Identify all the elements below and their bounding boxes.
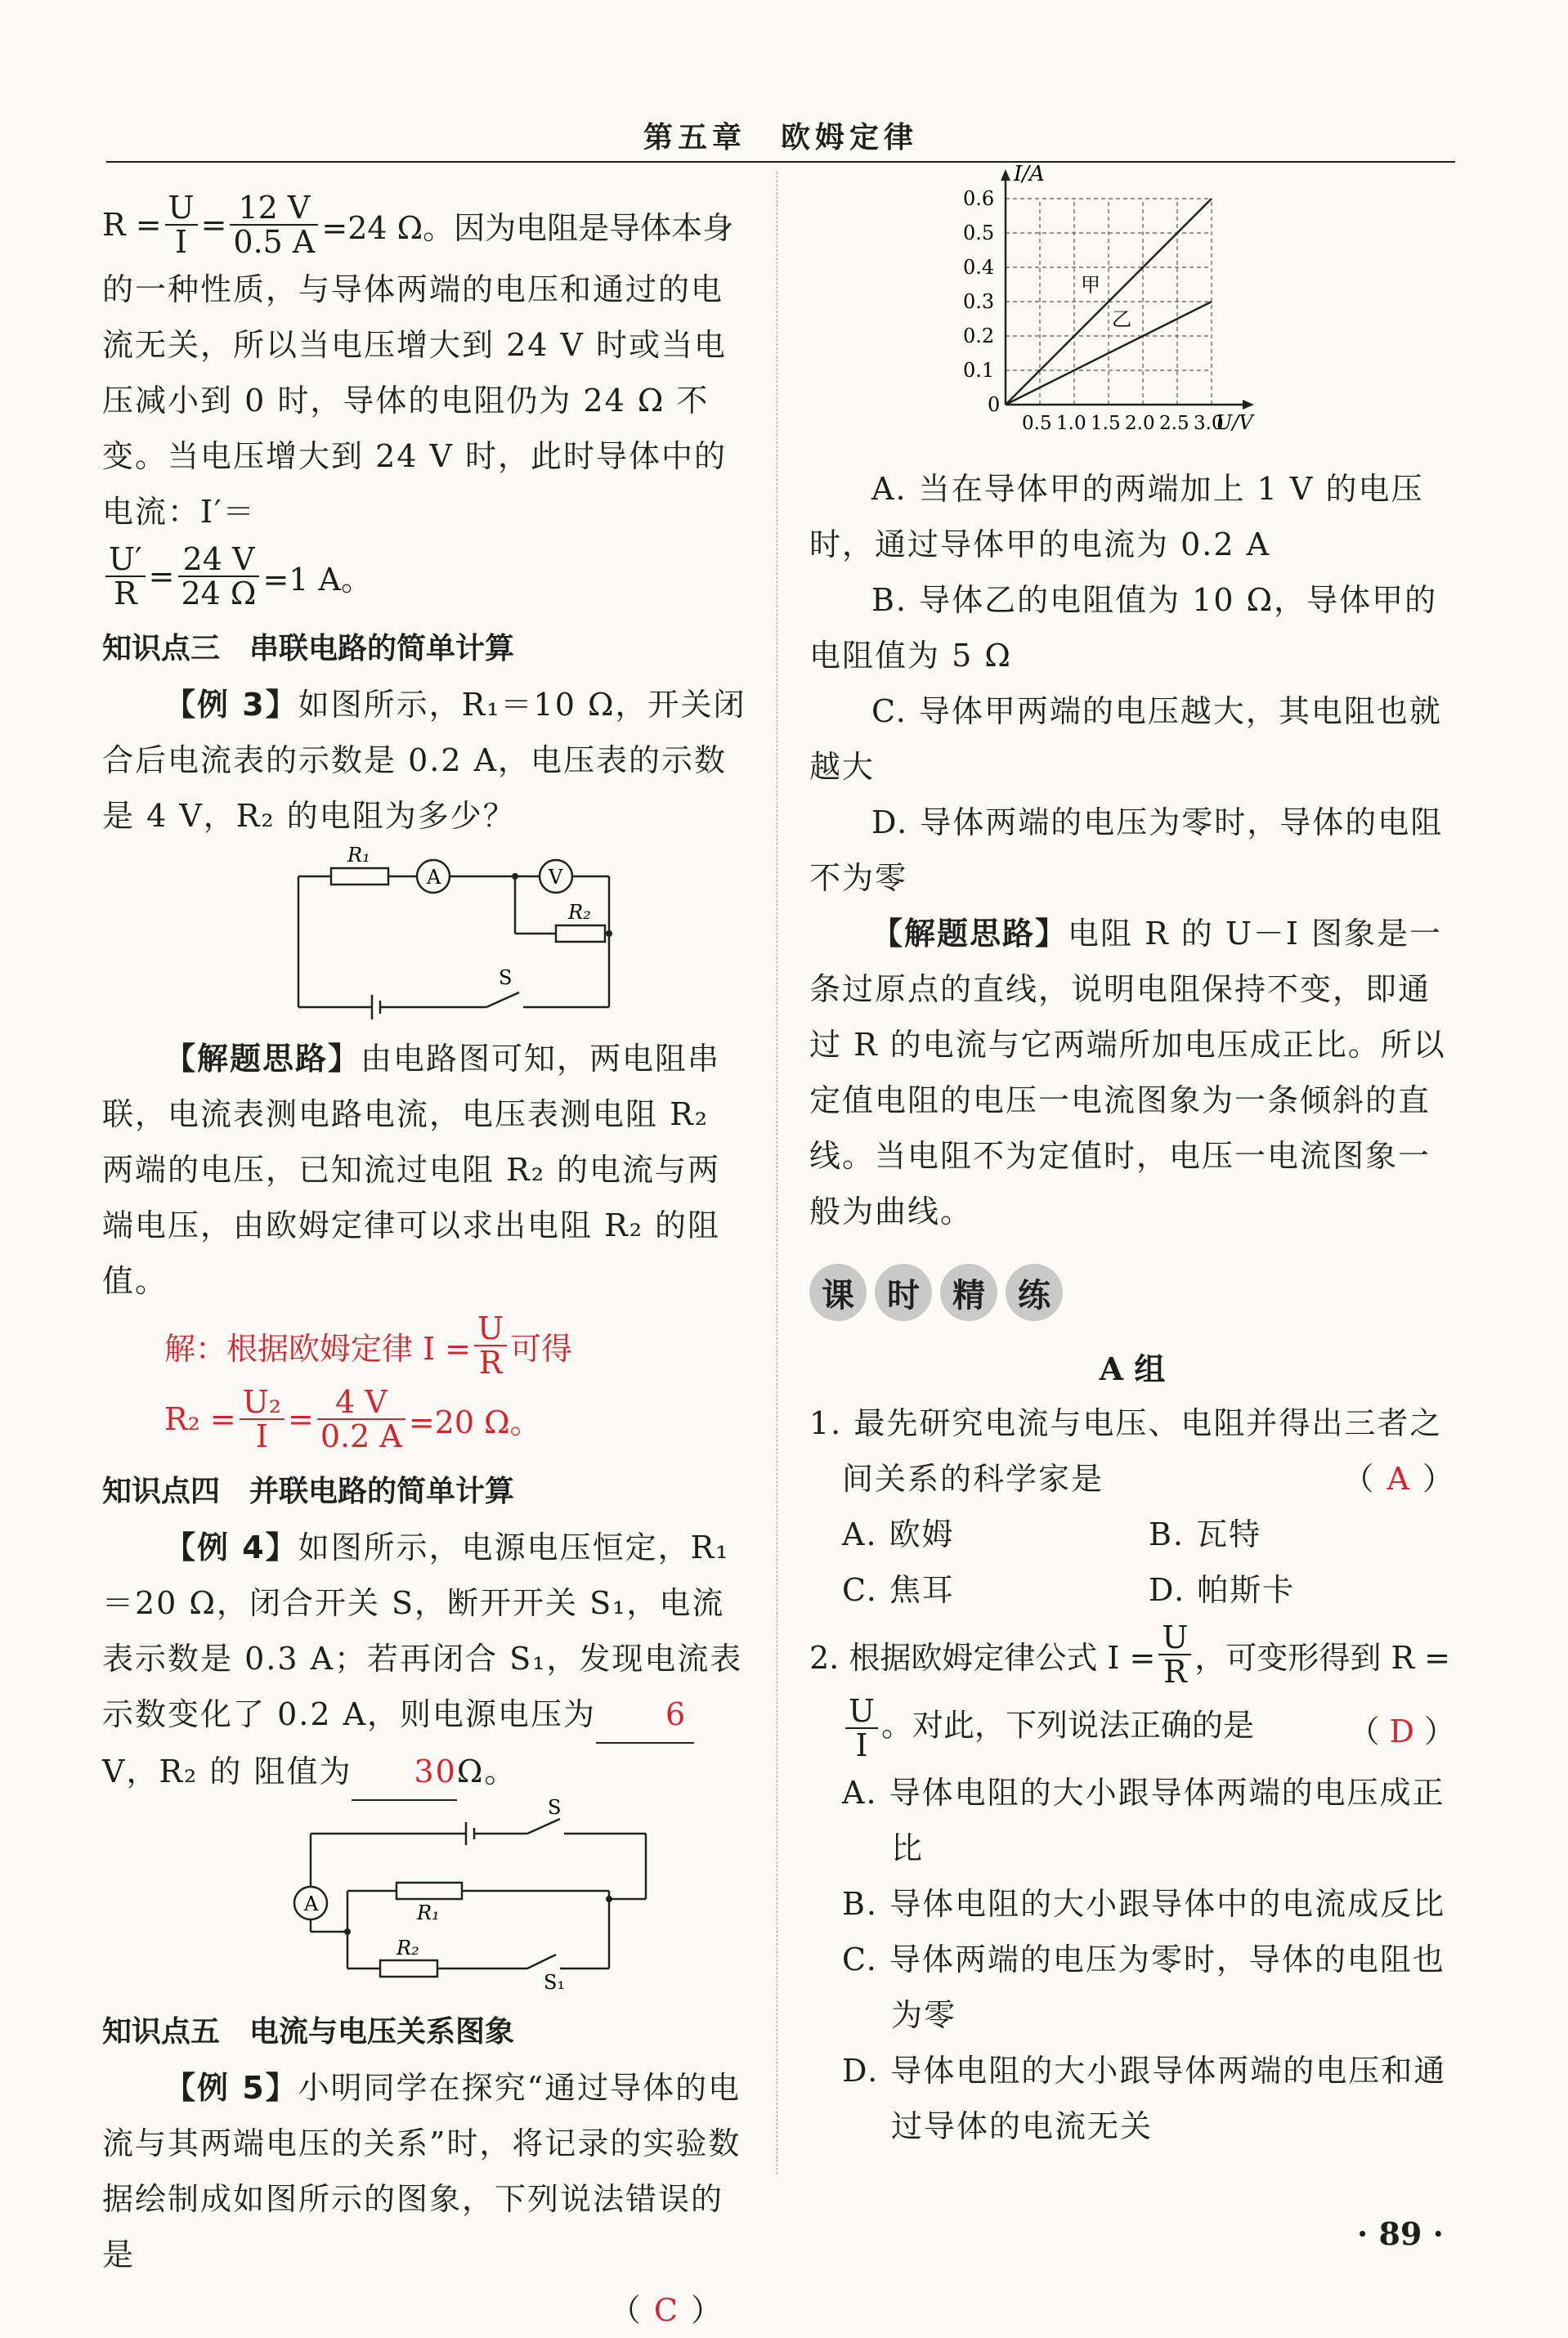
label-switch-s1: S₁ (544, 1971, 566, 1994)
question-1-options (809, 1507, 1455, 1618)
example-5: 【例 5】小明同学在探究“通过导体的电流与其两端电压的关系”时，将记录的实验数据绘制成如图所示的图象，下列说法错误的是 (102, 2070, 741, 2273)
q1-option: C. 焦耳 (842, 1572, 955, 1608)
label-r2: R₂ (568, 901, 591, 924)
right-column (809, 162, 1455, 2154)
question-1-answer: A (1387, 1461, 1411, 1497)
series-label-jia: 甲 (1081, 273, 1100, 297)
practice-banner (809, 1264, 1063, 1321)
series-circuit-diagram (102, 844, 748, 1023)
y-axis-arrow (1001, 169, 1010, 181)
switch-s (486, 992, 519, 1007)
label-switch: S (499, 966, 513, 989)
option-d: D. 导体两端的电压为零时，导体的电阻不为零 (809, 804, 1444, 896)
banner-char: 课 (809, 1264, 867, 1321)
switch-s1 (527, 1955, 556, 1968)
example-4: 【例 4】如图所示，电源电压恒定，R₁＝20 Ω，闭合开关 S，断开开关 S₁，电流表示数是 0.3 A；若再闭合 S₁，发现电流表示数变化了 0.2 A，则电源电压为 6V，R₂ 的 阻值为 30Ω。 (102, 1520, 748, 1801)
example-3: 【例 3】如图所示，R₁＝10 Ω，开关闭合后电流表的示数是 0.2 A，电压表的示数是 4 V，R₂ 的电阻为多少？ (102, 687, 746, 834)
y-tick-label: 0.4 (963, 256, 995, 279)
fraction: $\frac{U'}{R}$ (105, 543, 146, 610)
y-axis-label: I/A (1014, 162, 1045, 186)
group-label: A 组 (1099, 1350, 1166, 1387)
label-r2: R₂ (396, 1937, 419, 1960)
question-2-answer: D (1389, 1713, 1414, 1749)
label-ammeter: A (304, 1892, 319, 1915)
question-2-line-2: $\frac{U}{I}$ 。对此，下列说法正确的是 （ D ） (809, 1691, 1455, 1765)
q2-option: B. 导体电阻的大小跟导体中的电流成反比 (842, 1886, 1446, 1922)
switch-s (527, 1819, 560, 1834)
solution-line-2: R₂ = $\frac{\text{U₂}}{I}$ = $\frac{4 V}{0.2 A}$ =20 Ω。 (164, 1384, 541, 1454)
solution-approach-5: 【解题思路】电阻 R 的 U－I 图象是一条过原点的直线，说明电阻保持不变，即通过 R 的电流与它两端所加电压成正比。所以定值电阻的电压一电流图象为一条倾斜的直线。当电阻不为定值时，电压一电流图象一般为曲线。 (809, 916, 1446, 1229)
paragraph: 的一种性质，与导体两端的电压和通过的电流无关，所以当电压增大到 24 V 时或当电压减小到 0 时，导体的电阻仍为 24 Ω 不变。当电压增大到 24 V 时，此时导体中的电流：I′＝ (102, 271, 728, 530)
x-axis-arrow (1243, 400, 1254, 410)
origin-label: 0 (988, 393, 1001, 416)
x-tick-label: 3.0 (1194, 413, 1224, 434)
y-tick-label: 0.2 (963, 325, 995, 347)
x-tick-label: 1.5 (1091, 413, 1121, 434)
solution-approach-3: 【解题思路】由电路图可知，两电阻串联，电流表测电路电流，电压表测电阻 R₂ 两端的电压，已知流过电阻 R₂ 的电流与两端电压，由欧姆定律可以求出电阻 R₂ 的阻值。 (102, 1041, 721, 1299)
q2-option: A. 导体电阻的大小跟导体两端的电压成正比 (842, 1775, 1445, 1866)
fraction: $\frac{U}{R}$ (474, 1312, 507, 1379)
option-b: B. 导体乙的电阻值为 10 Ω，导体甲的电阻值为 5 Ω (809, 582, 1438, 674)
fraction: $\frac{U}{I}$ (845, 1695, 878, 1762)
x-tick-label: 0.5 (1022, 413, 1052, 434)
fraction: $\frac{12 V}{0.5 A}$ (230, 191, 318, 258)
q2-option: C. 导体两端的电压为零时，导体的电阻也为零 (842, 1942, 1445, 2033)
fraction: $\frac{U}{R}$ (1158, 1621, 1191, 1688)
banner-char: 练 (1006, 1264, 1063, 1321)
fraction: $\frac{\text{U₂}}{I}$ (240, 1386, 284, 1453)
calc-current: $\frac{U'}{R}$ = $\frac{24 V}{24 \Omega}$ =1 A。 (102, 540, 748, 613)
example-5-answer: （ C ） (609, 2292, 724, 2328)
q2-option: D. 导体电阻的大小跟导体两端的电压和通过导体的电流无关 (842, 2053, 1447, 2144)
resistor-r2 (556, 925, 605, 942)
answer-blank-resistance: 30 (352, 1744, 456, 1801)
fraction: $\frac{4 V}{0.2 A}$ (317, 1386, 405, 1453)
label-voltmeter: V (549, 866, 563, 889)
x-axis-label: U/V (1216, 411, 1253, 434)
option-a: A. 当在导体甲的两端加上 1 V 的电压时，通过导体甲的电流为 0.2 A (809, 471, 1424, 562)
x-tick-label: 1.0 (1056, 413, 1086, 434)
banner-char: 精 (940, 1264, 997, 1321)
section-heading-5: 知识点五 电流与电压关系图象 (102, 2015, 515, 2049)
y-tick-label: 0.6 (963, 187, 995, 210)
left-column (102, 188, 748, 2338)
q1-option: D. 帕斯卡 (1149, 1572, 1296, 1608)
q1-option: B. 瓦特 (1149, 1516, 1262, 1552)
label-r1: R₁ (417, 1901, 440, 1924)
chapter-header: 第五章 欧姆定律 (643, 120, 918, 155)
y-tick-label: 0.3 (963, 290, 995, 313)
y-tick-label: 0.1 (963, 359, 995, 382)
y-tick-label: 0.5 (963, 222, 995, 244)
page-number: · 89 · (1357, 2215, 1444, 2252)
calc-resistance: R = $\frac{U}{I}$ = $\frac{12 V}{0.5 A}$ =24 Ω。因为电阻是导体本身 (102, 190, 734, 260)
fraction: $\frac{24 V}{24 \Omega}$ (178, 543, 260, 610)
question-1: 1. 最先研究电流与电压、电阻并得出三者之间关系的科学家是 （ A ） (809, 1405, 1455, 1497)
x-tick-label: 2.0 (1125, 413, 1155, 434)
resistor-r1 (396, 1883, 462, 1899)
banner-char: 时 (875, 1264, 932, 1321)
fraction: $\frac{U}{I}$ (165, 191, 198, 258)
section-heading-3: 知识点三 串联电路的简单计算 (102, 632, 515, 665)
header-rule (106, 161, 1455, 163)
question-2-line-1: 2. 根据欧姆定律公式 I = $\frac{U}{R}$ ，可变形得到 R = (809, 1619, 1451, 1690)
series-label-yi: 乙 (1112, 307, 1131, 331)
solution-line-1: 解：根据欧姆定律 I = $\frac{U}{R}$ 可得 (164, 1310, 573, 1381)
graph-axes (1001, 169, 1254, 410)
iv-graph (809, 162, 1455, 454)
section-heading-4: 知识点四 并联电路的简单计算 (102, 1475, 515, 1508)
label-r1: R₁ (347, 844, 370, 867)
q1-option: A. 欧姆 (842, 1516, 955, 1552)
resistor-r1 (331, 868, 388, 885)
answer-blank-voltage: 6 (596, 1686, 694, 1744)
label-ammeter: A (427, 866, 441, 889)
x-tick-label: 2.5 (1159, 413, 1189, 434)
parallel-circuit-diagram (102, 1796, 748, 1994)
resistor-r2 (380, 1960, 437, 1977)
option-c: C. 导体甲两端的电压越大，其电阻也就越大 (809, 693, 1442, 785)
label-switch-s: S (548, 1796, 562, 1819)
